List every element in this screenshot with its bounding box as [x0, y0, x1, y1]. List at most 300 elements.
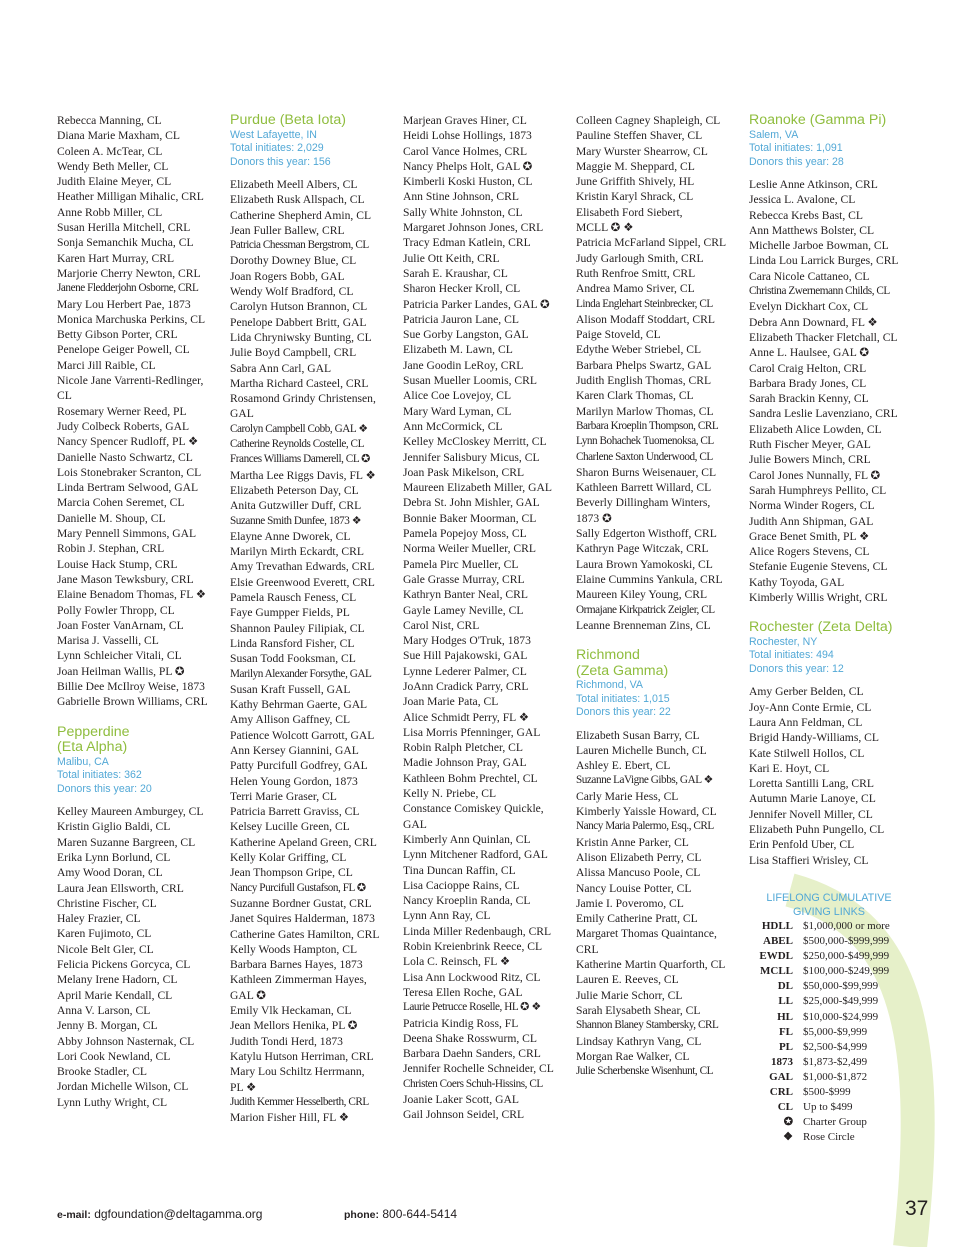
donor-name: Elizabeth Thacker Fletchall, CL: [749, 330, 898, 344]
donor-name: Evelyn Dickhart Cox, CL: [749, 300, 869, 314]
donor-name: Kimberly Willis Wright, CRL: [749, 591, 888, 605]
donor-name: Lindsay Kathryn Vang, CL: [576, 1034, 702, 1048]
donor-name: Lois Stonebraker Scranton, CL: [57, 465, 202, 479]
donor-name: PL ❖: [230, 1080, 257, 1094]
donor-name: Kathy Behrman Gaerte, GAL: [230, 698, 368, 712]
giving-legend-row: [749, 934, 909, 949]
giving-legend-title-2: GIVING LINKS: [793, 905, 865, 918]
donor-name: Karen Fujimoto, CL: [57, 927, 152, 941]
chapter-donors: Donors this year: 28: [749, 155, 844, 168]
donor-name: Pauline Steffen Shaver, CL: [576, 129, 703, 143]
donor-name: Maggie M. Sheppard, CL: [576, 159, 695, 173]
donor-name: Faye Gumpper Fields, PL: [230, 606, 350, 620]
donor-name: Lisa Staffieri Wrisley, CL: [749, 853, 869, 867]
chapter-section: [576, 113, 744, 633]
donor-name: Marcia Cohen Seremet, CL: [57, 496, 185, 510]
donor-name: Kimberly Ann Quinlan, CL: [403, 832, 531, 846]
giving-level-code: ✪: [783, 1116, 793, 1129]
donor-name: Lola C. Reinsch, FL ❖: [403, 955, 511, 969]
donor-name: Melany Irene Hadorn, CL: [57, 973, 178, 987]
donor-name: Kathy Toyoda, GAL: [749, 575, 845, 589]
donor-name: Margaret Johnson Jones, CRL: [403, 221, 544, 235]
donor-name: Alice Coe Lovejoy, CL: [403, 389, 512, 403]
giving-level-code: ❖: [783, 1131, 793, 1144]
donor-name: Marilyn Alexander Forsythe, GAL: [230, 667, 372, 680]
donor-name: GAL ✪: [230, 988, 267, 1002]
donor-name: Mary Pennell Simmons, GAL: [57, 527, 197, 541]
donor-name: Janet Squires Halderman, 1873: [230, 912, 375, 926]
donor-name: Edythe Weber Striebel, CL: [576, 343, 702, 357]
donor-name: Elizabeth Rusk Allspach, CL: [230, 193, 365, 207]
donor-name: Frances Williams Damerell, CL ✪: [230, 453, 371, 466]
donor-name: Maureen Elizabeth Miller, GAL: [403, 481, 552, 495]
donor-name: Andrea Mamo Sriver, CL: [576, 282, 695, 296]
donor-name: Julie Boyd Campbell, CRL: [230, 346, 357, 360]
donor-name: Sally Edgerton Wisthoff, CRL: [576, 527, 717, 541]
column-3: [403, 111, 571, 1123]
chapter-title: Pepperdine: [57, 723, 130, 740]
giving-level-code: HDLL: [761, 920, 793, 932]
donor-name: Joanie Laker Scott, GAL: [403, 1093, 519, 1106]
donor-name: Katherine Apeland Green, CRL: [230, 835, 377, 849]
donor-name: Elizabeth Peterson Day, CL: [230, 483, 359, 497]
donor-name: Bonnie Baker Moorman, CL: [403, 511, 537, 525]
giving-level-range: Charter Group: [803, 1116, 867, 1129]
giving-level-range: $10,000-$24,999: [803, 1010, 879, 1023]
donor-name: Kate Stilwell Hollos, CL: [749, 746, 865, 760]
giving-level-code: GAL: [769, 1070, 793, 1083]
donor-name: Judy Garlough Smith, CRL: [576, 251, 704, 265]
donor-name: Julie Marie Schorr, CL: [576, 988, 683, 1002]
giving-level-code: MCLL: [760, 965, 793, 978]
giving-legend-row: [749, 1070, 909, 1085]
donor-name: Marisa J. Vasselli, CL: [57, 634, 159, 648]
donor-name: Alissa Mancuso Poole, CL: [576, 866, 701, 880]
donor-name: Nancy Spencer Rudloff, PL ❖: [57, 435, 199, 449]
donor-name: Kathryn Page Witczak, CRL: [576, 542, 709, 556]
giving-legend-row: [749, 1025, 909, 1040]
donor-name: Danielle M. Shoup, CL: [57, 511, 166, 525]
donor-name: Mary Wurster Shearrow, CL: [576, 144, 708, 158]
donor-name: Amy Allison Gaffney, CL: [230, 713, 351, 727]
donor-name: Margaret Thomas Quaintance,: [576, 927, 717, 941]
donor-name: Nicole Belt Gler, CL: [57, 942, 154, 956]
chapter-title: Rochester (Zeta Delta): [749, 619, 893, 636]
donor-name: Lynn Luthy Wright, CL: [57, 1095, 168, 1109]
giving-level-code: EWDL: [759, 950, 793, 963]
donor-name: Susan Todd Fooksman, CL: [230, 652, 356, 666]
donor-name: Lida Chryniwsky Bunting, CL: [230, 330, 372, 344]
donor-name: Kathleen Zimmerman Hayes,: [230, 973, 367, 987]
chapter-donors: Donors this year: 20: [57, 782, 152, 795]
giving-level-range: $1,000,000 or more: [803, 920, 890, 932]
donor-name: Lauren Michelle Bunch, CL: [576, 743, 707, 757]
column-2: [230, 111, 398, 1125]
donor-name: Anne Robb Miller, CL: [57, 205, 163, 219]
chapter-section: [57, 725, 225, 1110]
donor-name: Wendy Beth Meller, CL: [57, 159, 169, 173]
donor-name: Joy-Ann Conte Ermie, CL: [749, 700, 872, 714]
chapter-location: Salem, VA: [749, 128, 799, 141]
donor-name: Ruth Renfroe Smitt, CRL: [576, 266, 696, 280]
chapter-initiates: Total initiates: 1,015: [576, 692, 670, 705]
chapter-title: Roanoke (Gamma Pi): [749, 112, 887, 128]
donor-name: Christina Zwernemann Childs, CL: [749, 285, 890, 298]
donor-name: Kristin Anne Parker, CL: [576, 835, 689, 849]
donor-name: Kathleen Bohm Prechtel, CL: [403, 771, 538, 785]
donor-name: Ann Stine Johnson, CRL: [403, 190, 519, 204]
donor-name: Nancy Maria Palermo, Esq., CRL: [576, 820, 714, 833]
donor-name: Elayne Anne Dworek, CL: [230, 529, 351, 543]
giving-level-range: $2,500-$4,999: [803, 1040, 868, 1053]
donor-name: Kelly Kolar Griffing, CL: [230, 851, 347, 865]
donor-name: Ann Kersey Giannini, GAL: [230, 743, 359, 757]
donor-name: Felicia Pickens Gorcyca, CL: [57, 958, 191, 972]
giving-level-range: $100,000-$249,999: [803, 965, 890, 978]
page-number: 37: [905, 1197, 929, 1220]
chapter-location: West Lafayette, IN: [230, 128, 317, 141]
chapter-location: Richmond, VA: [576, 679, 643, 692]
giving-level-code: PL: [778, 1040, 793, 1053]
donor-name: Kristin Giglio Baldi, CL: [57, 820, 171, 834]
chapter-section: [57, 113, 225, 710]
donor-name: Penelope Dabbert Britt, GAL: [230, 315, 367, 329]
giving-level-code: CRL: [769, 1086, 793, 1099]
donor-name: Jordan Michelle Wilson, CL: [57, 1080, 189, 1094]
donor-name: Nicole Jane Varrenti-Redlinger,: [57, 374, 204, 388]
donor-name: Anna V. Larson, CL: [57, 1003, 151, 1017]
donor-name: Ashley E. Ebert, CL: [576, 759, 671, 773]
donor-name: Marjorie Cherry Newton, CRL: [57, 266, 201, 280]
giving-level-range: $1,873-$2,499: [803, 1055, 868, 1068]
donor-name: Tracy Edman Katlein, CRL: [403, 236, 531, 250]
donor-name: Carly Marie Hess, CL: [576, 789, 679, 803]
donor-name: Danielle Nasto Schwartz, CL: [57, 450, 193, 464]
donor-name: Elizabeth M. Lawn, CL: [403, 343, 513, 357]
donor-name: Diana Marie Maxham, CL: [57, 129, 180, 143]
chapter-initiates: Total initiates: 2,029: [230, 142, 324, 154]
donor-name: Laura Brown Yamokoski, CL: [576, 557, 713, 571]
donor-name: Carolyn Hutson Brannon, CL: [230, 300, 368, 314]
donor-name: Judith Kemmer Hesselberth, CRL: [230, 1095, 369, 1108]
donor-name: Sarah Elysabeth Shear, CL: [576, 1003, 701, 1017]
donor-name: Jean Thompson Gripe, CL: [230, 866, 353, 880]
chapter-section: [403, 113, 571, 1123]
donor-name: Karen Hart Murray, CRL: [57, 251, 175, 265]
chapter-initiates: Total initiates: 494: [749, 649, 834, 662]
donor-name: Jane Mason Tewksbury, CRL: [57, 572, 194, 586]
donor-name: Jamie I. Poveromo, CL: [576, 896, 684, 910]
giving-level-range: $250,000-$499,999: [803, 950, 890, 963]
donor-name: Carolyn Campbell Cobb, GAL ❖: [230, 422, 368, 435]
donor-name: Kathleen Barrett Willard, CL: [576, 481, 712, 495]
giving-level-range: Up to $499: [803, 1101, 853, 1114]
donor-name: Maureen Kiley Young, CRL: [576, 588, 708, 602]
footer-phone-label: phone:: [344, 1209, 379, 1221]
donor-name: Laura Jean Ellsworth, CRL: [57, 881, 184, 895]
donor-name: Carol Jones Nunnally, FL ✪: [749, 468, 881, 482]
donor-name: Norma Weiler Mueller, CRL: [403, 542, 536, 556]
donor-name: Jean Mellors Henika, PL ✪: [230, 1019, 358, 1033]
donor-name: Leslie Anne Atkinson, CRL: [749, 178, 878, 191]
donor-name: Amy Trevathan Edwards, CRL: [230, 560, 375, 574]
donor-name: Wendy Wolf Bradford, CL: [230, 285, 354, 299]
donor-name: Heidi Lohse Hollings, 1873: [403, 129, 532, 143]
donor-name: Helen Young Gordon, 1873: [230, 774, 358, 788]
donor-name: Jennifer Novell Miller, CL: [749, 807, 873, 821]
donor-name: Cara Nicole Cattaneo, CL: [749, 269, 870, 283]
donor-name: Charlene Saxton Underwood, CL: [576, 450, 713, 463]
donor-name: Teresa Ellen Roche, GAL: [403, 985, 523, 999]
donor-name: MCLL ✪ ❖: [576, 221, 634, 235]
donor-name: Lisa Morris Pfenninger, GAL: [403, 725, 541, 739]
donor-name: Julie Ott Keith, CRL: [403, 251, 500, 265]
giving-legend-row: [749, 1010, 909, 1025]
donor-name: Kelsey Lucille Green, CL: [230, 820, 350, 834]
chapter-location: Malibu, CA: [57, 755, 109, 768]
donor-name: April Marie Kendall, CL: [57, 988, 173, 1002]
donor-name: Rosemary Werner Reed, PL: [57, 404, 187, 418]
donor-name: Joan Heilman Wallis, PL ✪: [57, 664, 185, 678]
donor-name: Lynn Ann Ray, CL: [403, 909, 491, 923]
giving-legend-row: [749, 1130, 909, 1145]
column-5: [749, 111, 917, 868]
donor-name: Rebecca Manning, CL: [57, 114, 162, 127]
donor-name: Barbara Daehn Sanders, CRL: [403, 1047, 541, 1061]
chapter-title: (Zeta Gamma): [576, 662, 669, 679]
donor-name: Patience Wolcott Garrott, GAL: [230, 728, 375, 742]
donor-name: CRL: [576, 942, 599, 956]
giving-legend-row: [749, 1055, 909, 1070]
footer-email: [57, 1207, 262, 1221]
donor-name: Ann Matthews Bolster, CL: [749, 223, 875, 237]
donor-name: Debra Ann Downard, FL ❖: [749, 315, 878, 329]
donor-name: Lisa Ann Lockwood Ritz, CL: [403, 970, 541, 984]
donor-name: Sabra Ann Carl, GAL: [230, 361, 332, 375]
chapter-location: Rochester, NY: [749, 635, 818, 648]
donor-name: Debra St. John Mishler, GAL: [403, 496, 540, 510]
donor-name: Jane Goodin LeRoy, CRL: [403, 358, 524, 372]
donor-name: Sarah E. Kraushar, CL: [403, 266, 508, 280]
donor-name: Mary Lou Herbert Pae, 1873: [57, 297, 191, 311]
giving-legend-row: [749, 949, 909, 964]
donor-name: Susan Kraft Fussell, GAL: [230, 682, 351, 696]
donor-name: Kimberli Koski Huston, CL: [403, 175, 533, 189]
donor-name: Kimberly Yaissle Howard, CL: [576, 805, 717, 819]
donor-name: Morgan Rae Walker, CL: [576, 1049, 690, 1063]
chapter-initiates: Total initiates: 1,091: [749, 142, 843, 154]
donor-name: Joan Marie Pata, CL: [403, 695, 499, 709]
donor-name: Mary Hodges O'Truk, 1873: [403, 634, 531, 648]
donor-name: Christen Coers Schuh-Hissins, CL: [403, 1077, 543, 1090]
donor-name: Sharon Burns Weisenauer, CL: [576, 465, 717, 479]
donor-name: Norma Winder Rogers, CL: [749, 499, 875, 513]
donor-name: GAL: [230, 407, 254, 421]
donor-name: Patty Purcifull Godfrey, GAL: [230, 759, 368, 773]
giving-level-range: Rose Circle: [803, 1131, 855, 1144]
donor-name: Anita Gutzwiller Duff, CRL: [230, 499, 362, 513]
donor-name: Kristin Karyl Shrack, CL: [576, 190, 694, 204]
donor-name: Sue Hill Pajakowski, GAL: [403, 649, 528, 663]
donor-name: Haley Frazier, CL: [57, 912, 141, 926]
donor-name: Constance Comiskey Quickle,: [403, 802, 544, 816]
donor-name: Ruth Fischer Meyer, GAL: [749, 438, 871, 452]
donor-name: Judy Colbeck Roberts, GAL: [57, 419, 190, 433]
donor-name: Lynn Schleicher Vitali, CL: [57, 649, 182, 663]
donor-name: Amy Wood Doran, CL: [57, 866, 163, 880]
donor-name: Pamela Rausch Feness, CL: [230, 591, 357, 605]
donor-name: Suzanne LaVigne Gibbs, GAL ❖: [576, 774, 714, 787]
donor-name: Elaine Cummins Yankula, CRL: [576, 572, 723, 586]
donor-name: Coleen A. McTear, CL: [57, 144, 163, 158]
donor-name: Jessica L. Avalone, CL: [749, 193, 856, 207]
donor-name: Katherine Martin Quarforth, CL: [576, 958, 726, 972]
chapter-donors: Donors this year: 156: [230, 155, 331, 168]
donor-name: Suzanne Bordner Gustat, CRL: [230, 896, 372, 910]
donor-name: Sally White Johnston, CL: [403, 205, 523, 219]
donor-name: Betty Gibson Porter, CRL: [57, 328, 178, 342]
donor-name: Loretta Santilli Lang, CRL: [749, 777, 874, 791]
donor-name: Abby Johnson Nasternak, CL: [57, 1034, 195, 1048]
chapter-initiates: Total initiates: 362: [57, 769, 142, 782]
donor-name: Suzanne Smith Dunfee, 1873 ❖: [230, 514, 362, 527]
donor-name: Katylu Hutson Herriman, CRL: [230, 1049, 374, 1063]
donor-name: Shannon Blaney Stambersky, CRL: [576, 1019, 719, 1032]
giving-legend-row: [749, 994, 909, 1009]
donor-name: Jennifer Rochelle Schneider, CL: [403, 1062, 554, 1076]
donor-name: Heather Milligan Mihalic, CRL: [57, 190, 204, 204]
donor-name: Elisabeth Ford Siebert,: [576, 205, 683, 219]
donor-name: Carol Nist, CRL: [403, 618, 480, 632]
donor-name: Patricia McFarland Sippel, CRL: [576, 236, 727, 250]
donor-name: Brooke Stadler, CL: [57, 1065, 148, 1079]
giving-legend-row: [749, 1115, 909, 1130]
donor-name: Mary Ward Lyman, CL: [403, 404, 512, 418]
donor-name: Colleen Cagney Shapleigh, CL: [576, 114, 721, 127]
donor-name: Marilyn Mirth Eckardt, CRL: [230, 545, 364, 559]
donor-name: Jenny B. Morgan, CL: [57, 1019, 158, 1033]
donor-name: Mary Lou Schiltz Herrmann,: [230, 1065, 365, 1079]
donor-name: Jean Fuller Ballew, CRL: [230, 223, 345, 237]
donor-name: Gayle Lamey Neville, CL: [403, 603, 524, 617]
donor-name: Susan Mueller Loomis, CRL: [403, 374, 537, 388]
donor-name: Ann McCormick, CL: [403, 419, 503, 433]
donor-name: Judith Elaine Meyer, CL: [57, 175, 172, 189]
donor-name: Robin J. Stephan, CRL: [57, 542, 165, 556]
donor-name: Karen Clark Thomas, CL: [576, 389, 694, 403]
donor-name: Barbara Brady Jones, CL: [749, 376, 867, 390]
footer-phone-number: 800-644-5414: [382, 1207, 458, 1221]
donor-name: Judith English Thomas, CRL: [576, 374, 712, 388]
donor-name: Terri Marie Graser, CL: [230, 789, 337, 803]
donor-name: Marjean Graves Hiner, CL: [403, 114, 527, 127]
giving-level-range: $500-$999: [803, 1086, 851, 1099]
donor-name: Sharon Hecker Kroll, CL: [403, 282, 521, 296]
giving-level-code: CL: [777, 1101, 793, 1114]
donor-name: Alice Schmidt Perry, FL ❖: [403, 710, 530, 724]
donor-name: Judith Tondi Herd, 1873: [230, 1034, 343, 1048]
donor-name: Laurie Petrucce Roselle, HL ✪ ❖: [403, 1001, 541, 1014]
chapter-title: Purdue (Beta Iota): [230, 112, 346, 128]
donor-name: Martha Lee Riggs Davis, FL ❖: [230, 468, 376, 482]
donor-name: Lisa Cacioppe Rains, CL: [403, 878, 520, 892]
donor-name: Jennifer Salisbury Micus, CL: [403, 450, 540, 464]
donor-name: JoAnn Cradick Parry, CRL: [403, 679, 529, 693]
donor-name: Barbara Kroeplin Thompson, CRL: [576, 419, 719, 432]
donor-name: Joan Pask Mikelson, CRL: [403, 465, 525, 479]
donor-name: Sarah Brackin Kenny, CL: [749, 392, 869, 406]
donor-name: Linda Miller Redenbaugh, CRL: [403, 924, 552, 938]
donor-name: Janene Fledderjohn Osborne, CRL: [57, 282, 199, 295]
donor-name: Alice Rogers Stevens, CL: [749, 545, 870, 559]
chapter-section: [749, 620, 917, 868]
donor-name: Sarah Humphreys Pellito, CL: [749, 483, 887, 497]
donor-name: Lynn Mitchener Radford, GAL: [403, 848, 548, 862]
donor-name: June Griffith Shively, HL: [576, 175, 695, 189]
donor-name: Kelly Woods Hampton, CL: [230, 942, 358, 956]
donor-name: Amy Gerber Belden, CL: [749, 685, 864, 699]
donor-name: Gabrielle Brown Williams, CRL: [57, 695, 208, 709]
donor-name: Catherine Shepherd Amin, CL: [230, 208, 372, 222]
donor-name: Barbara Phelps Swartz, GAL: [576, 358, 712, 372]
donor-name: Carol Vance Holmes, CRL: [403, 144, 528, 158]
donor-name: Patricia Jauron Lane, CL: [403, 312, 519, 326]
donor-name: Patricia Chessman Bergstrom, CL: [230, 239, 369, 252]
donor-name: Kari E. Hoyt, CL: [749, 761, 830, 775]
donor-name: Catherine Gates Hamilton, CRL: [230, 927, 380, 941]
giving-level-code: LL: [778, 995, 793, 1008]
donor-name: Marion Fisher Hill, FL ❖: [230, 1111, 350, 1125]
footer-email-address[interactable]: dgfoundation@deltagamma.org: [94, 1207, 263, 1221]
donor-name: Elaine Benadom Thomas, FL ❖: [57, 588, 207, 602]
donor-name: GAL: [403, 817, 427, 831]
giving-level-code: FL: [778, 1025, 793, 1038]
giving-links-legend: [749, 892, 909, 1145]
column-1: [57, 111, 225, 1110]
donor-name: Elsie Greenwood Everett, CRL: [230, 575, 375, 589]
donor-name: Pamela Popejoy Moss, CL: [403, 527, 527, 541]
donor-name: Marci Jill Raible, CL: [57, 358, 156, 372]
donor-name: Laura Ann Feldman, CL: [749, 715, 863, 729]
donor-name: Sue Gorby Langston, GAL: [403, 328, 529, 342]
column-4: [576, 111, 744, 1079]
donor-name: Tina Duncan Raffin, CL: [403, 863, 516, 877]
donor-name: Carol Craig Helton, CRL: [749, 361, 867, 375]
donor-name: Linda Englehart Steinbrecker, CL: [576, 297, 713, 310]
donor-name: Marilyn Marlow Thomas, CL: [576, 404, 714, 418]
donor-name: Kelley McCloskey Merritt, CL: [403, 435, 547, 449]
chapter-donors: Donors this year: 22: [576, 706, 671, 719]
giving-legend-title-1: LIFELONG CUMULATIVE: [766, 892, 892, 904]
donor-name: Elizabeth Alice Lowden, CL: [749, 422, 882, 436]
donor-name: Autumn Marie Lanoye, CL: [749, 792, 876, 806]
chapter-section: [749, 113, 917, 605]
donor-name: Penelope Geiger Powell, CL: [57, 343, 190, 357]
donor-name: Linda Bertram Selwood, GAL: [57, 481, 199, 495]
giving-legend-row: [749, 1040, 909, 1055]
donor-name: Julie Bowers Minch, CRL: [749, 453, 871, 467]
donor-name: Brigid Handy-Williams, CL: [749, 731, 879, 745]
giving-level-code: DL: [777, 980, 793, 993]
donor-name: Joan Rogers Bobb, GAL: [230, 269, 345, 283]
donor-name: Nancy Louise Potter, CL: [576, 881, 692, 895]
giving-legend-row: [749, 1100, 909, 1115]
donor-name: Patricia Kindig Ross, FL: [403, 1016, 519, 1030]
donor-name: Patricia Parker Landes, GAL ✪: [403, 297, 550, 311]
donor-name: Julie Scherbenske Wisenhunt, CL: [576, 1065, 714, 1078]
donor-name: Billie Dee McIlroy Weise, 1873: [57, 679, 205, 693]
donor-name: Paige Stoveld, CL: [576, 328, 661, 342]
